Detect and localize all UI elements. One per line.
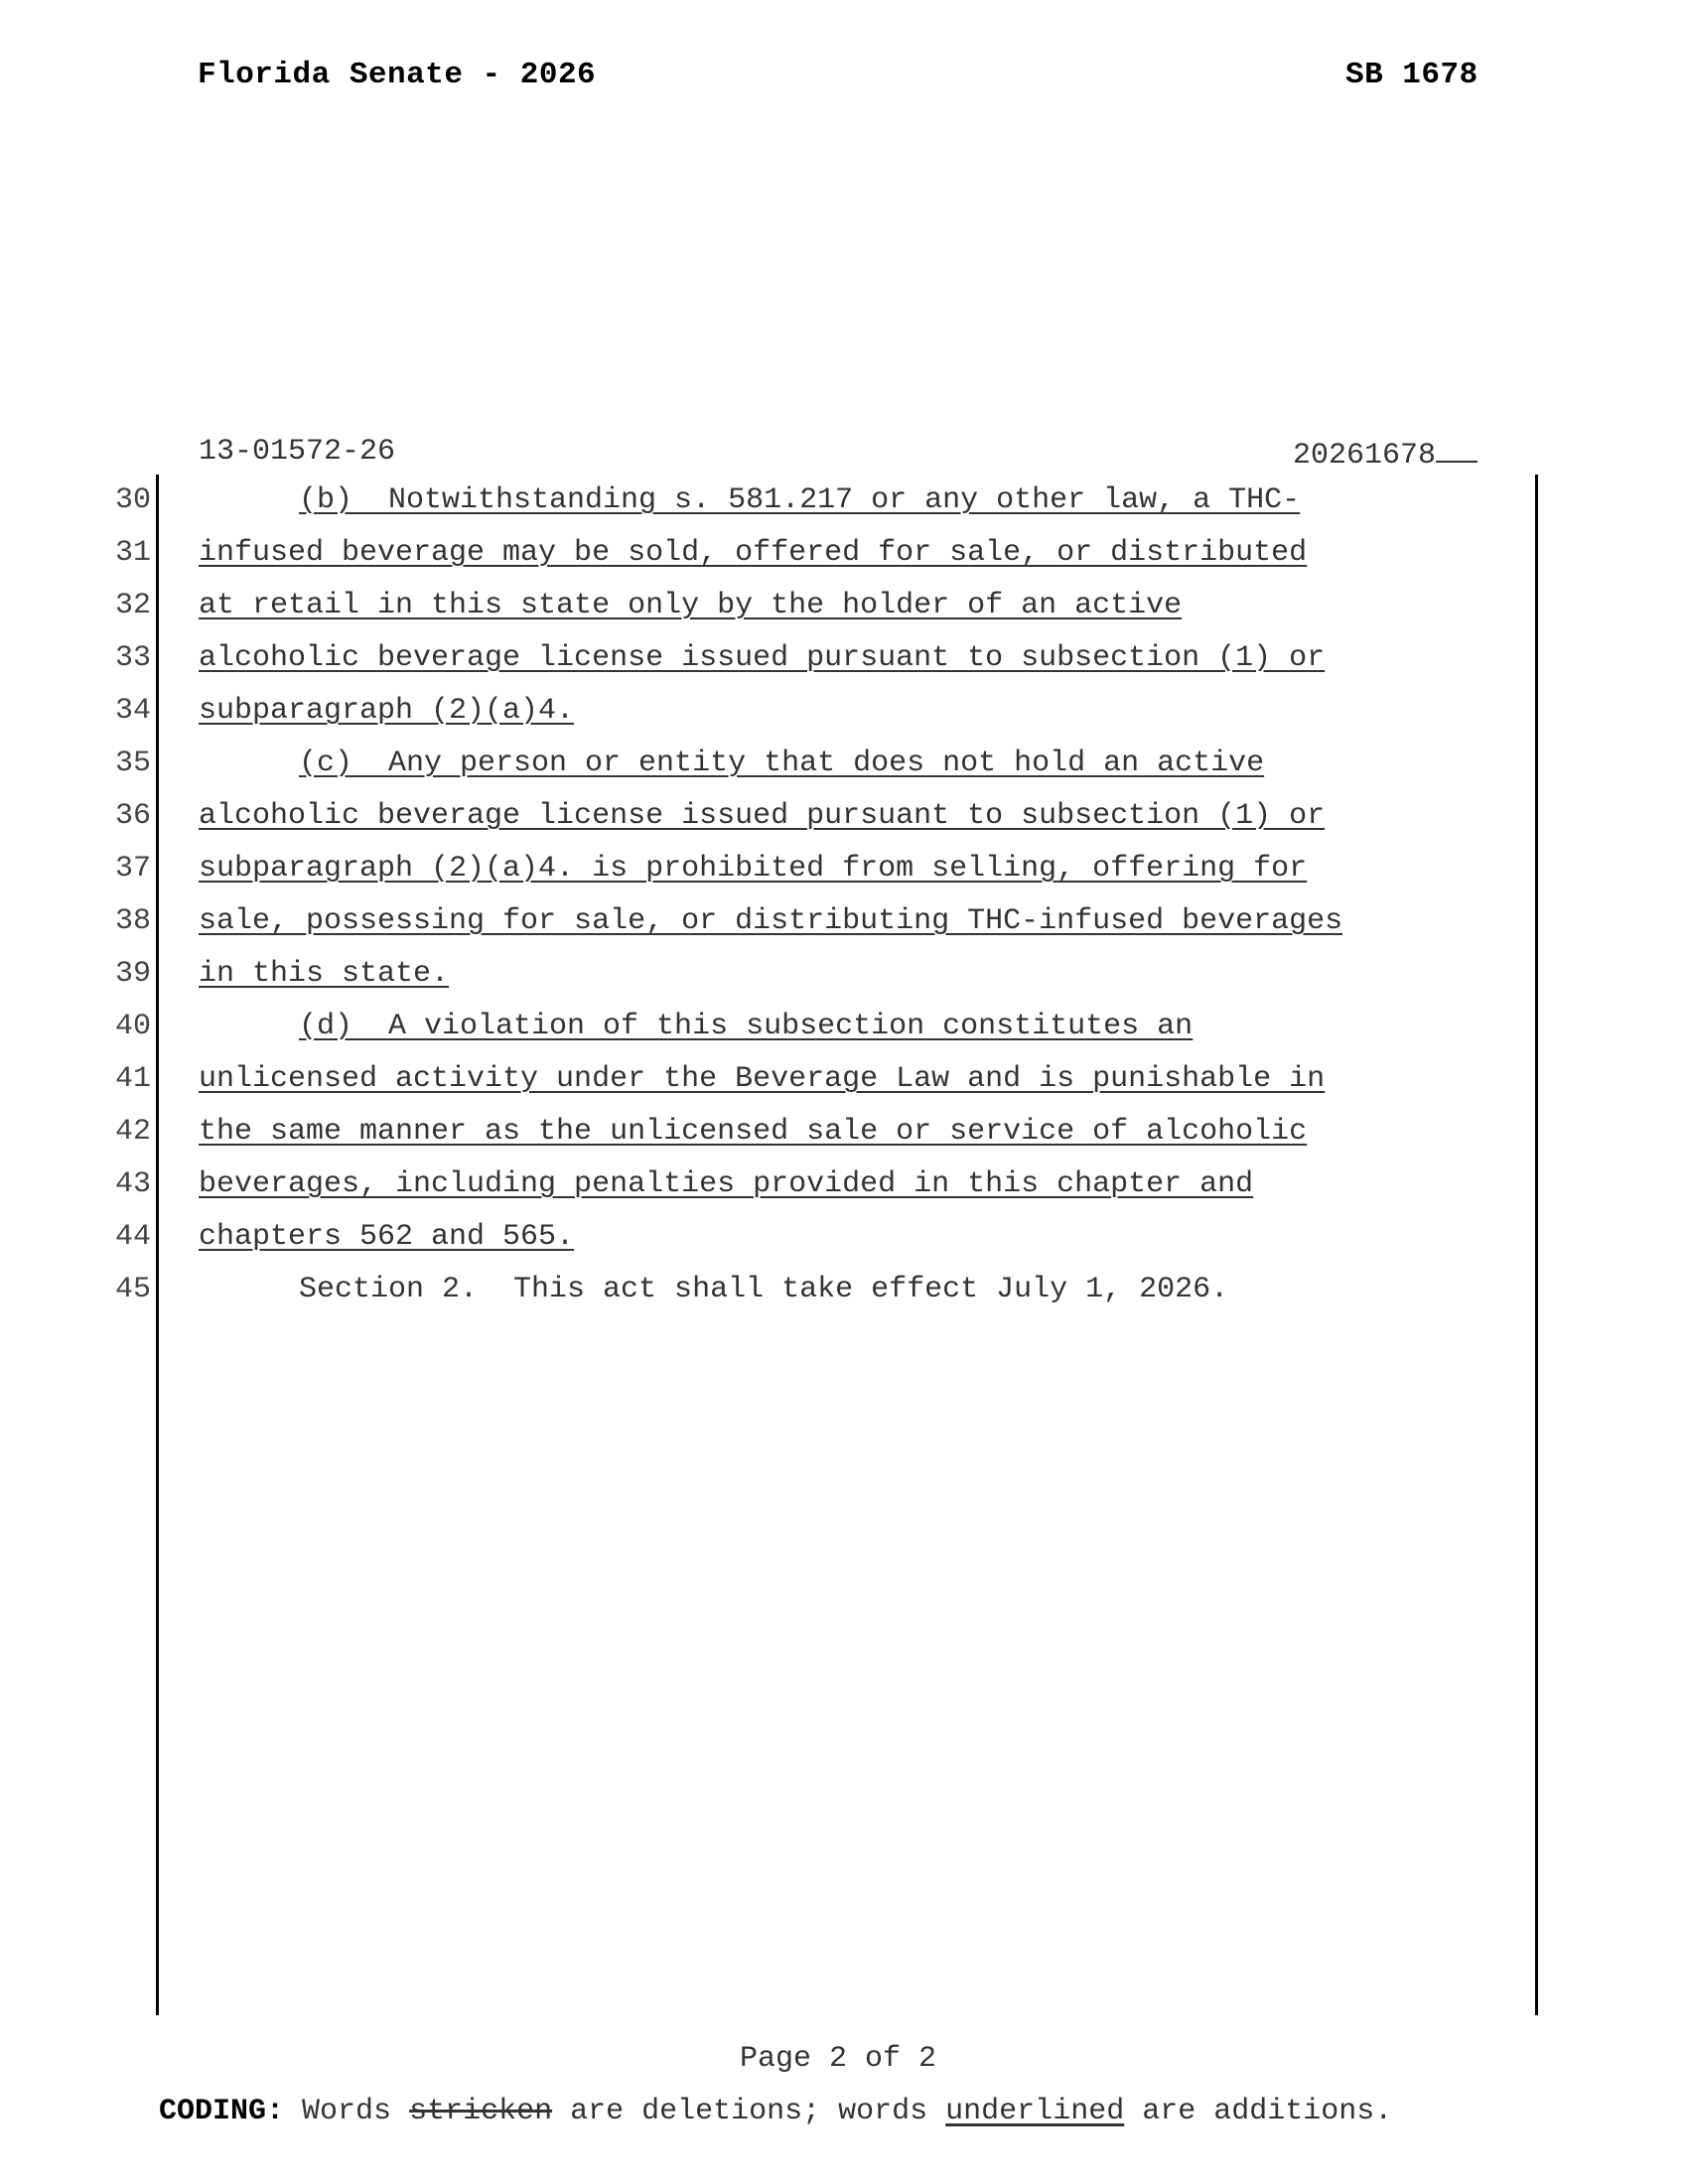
chamber-year-header: Florida Senate - 2026: [198, 58, 597, 92]
line-text: (d) A violation of this subsection constitutes an: [299, 1010, 1194, 1043]
bill-line: [0, 948, 1688, 1000]
bill-line: [0, 895, 1688, 947]
line-number: 37: [114, 852, 151, 886]
line-text: (b) Notwithstanding s. 581.217 or any other law, a THC-: [299, 483, 1301, 517]
line-number: 42: [114, 1115, 151, 1149]
line-number: 44: [114, 1220, 151, 1254]
line-number: 31: [114, 536, 151, 570]
line-number: 39: [114, 957, 151, 991]
bill-line: [0, 790, 1688, 842]
bill-line: [0, 738, 1688, 789]
bill-code-value: 20261678: [1293, 439, 1437, 473]
line-text: sale, possessing for sale, or distributing THC-infused beverages: [199, 904, 1343, 938]
bill-line: [0, 685, 1688, 737]
coding-legend: [159, 2095, 1392, 2128]
coding-label: CODING:: [159, 2095, 285, 2128]
line-text: alcoholic beverage license issued pursuant to subsection (1) or: [199, 799, 1326, 833]
coding-text: are deletions; words: [552, 2095, 946, 2128]
line-text: in this state.: [199, 957, 450, 991]
line-number: 35: [114, 747, 151, 780]
line-text: Section 2. This act shall take effect July 1, 2026.: [299, 1273, 1229, 1306]
bill-line: [0, 1159, 1688, 1210]
line-text: subparagraph (2)(a)4.: [199, 694, 575, 728]
line-number: 45: [114, 1273, 151, 1306]
coding-text: are additions.: [1124, 2095, 1393, 2128]
line-text: beverages, including penalties provided in this chapter and: [199, 1167, 1254, 1201]
line-number: 30: [114, 483, 151, 517]
line-text: infused beverage may be sold, offered for sale, or distributed: [199, 536, 1308, 570]
line-text: at retail in this state only by the holder of an active: [199, 589, 1183, 622]
bill-line: [0, 580, 1688, 631]
line-number: 38: [114, 904, 151, 938]
coding-text: Words: [284, 2095, 410, 2128]
draft-id: 13-01572-26: [199, 435, 396, 469]
bill-line: [0, 475, 1688, 526]
line-text: (c) Any person or entity that does not hold an active: [299, 747, 1265, 780]
line-number: 40: [114, 1010, 151, 1043]
line-text: subparagraph (2)(a)4. is prohibited from selling, offering for: [199, 852, 1308, 886]
bill-code-blank: [1436, 435, 1477, 463]
line-text: alcoholic beverage license issued pursuant to subsection (1) or: [199, 641, 1326, 675]
line-number: 34: [114, 694, 151, 728]
bill-line: [0, 1211, 1688, 1263]
bill-line: [0, 1106, 1688, 1158]
bill-line: [0, 632, 1688, 684]
bill-line: [0, 1264, 1688, 1315]
bill-line: [0, 527, 1688, 579]
bill-number: SB 1678: [1345, 58, 1478, 92]
line-number: 43: [114, 1167, 151, 1201]
bill-line: [0, 1001, 1688, 1052]
coding-stricken-example: stricken: [409, 2095, 553, 2128]
bill-line: [0, 843, 1688, 894]
bill-code: [1293, 435, 1477, 473]
line-number: 32: [114, 589, 151, 622]
line-number: 33: [114, 641, 151, 675]
line-text: chapters 562 and 565.: [199, 1220, 575, 1254]
bill-line: [0, 1053, 1688, 1105]
page-number: Page 2 of 2: [740, 2042, 937, 2076]
line-number: 36: [114, 799, 151, 833]
line-text: unlicensed activity under the Beverage Law and is punishable in: [199, 1062, 1326, 1096]
line-number: 41: [114, 1062, 151, 1096]
line-text: the same manner as the unlicensed sale or service of alcoholic: [199, 1115, 1308, 1149]
coding-underlined-example: underlined: [945, 2095, 1125, 2128]
